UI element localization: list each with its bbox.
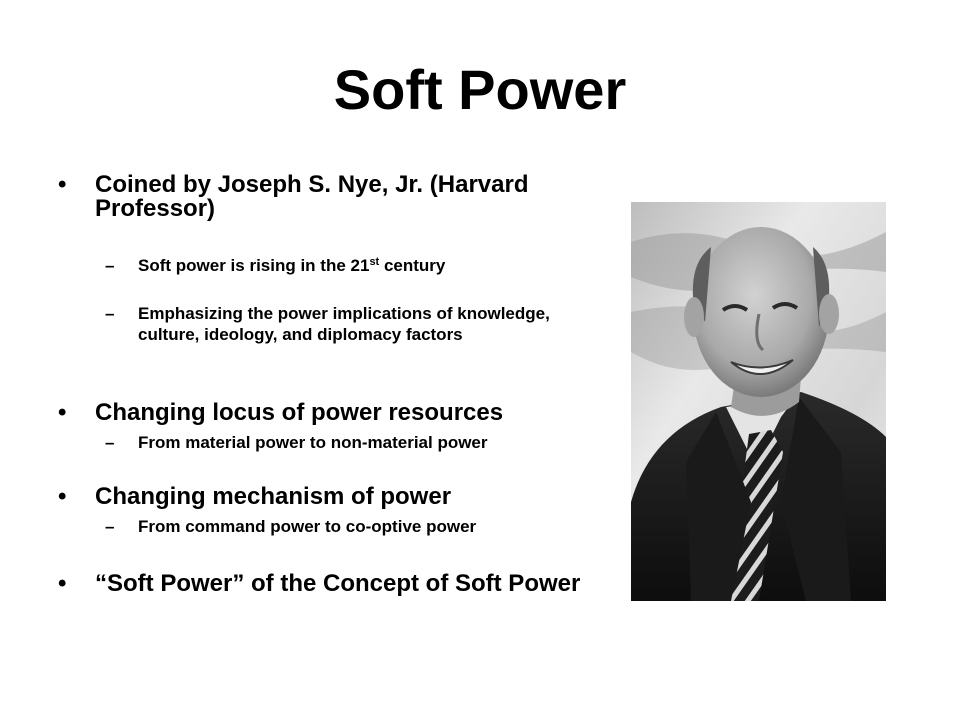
sub-bullet-text-part: century xyxy=(379,256,446,275)
sub-bullet-text xyxy=(138,255,585,276)
sub-bullet-text: From material power to non-material power xyxy=(138,433,488,452)
sub-bullet-text-part: Soft power is rising in the 21 xyxy=(138,256,370,275)
slide-title: Soft Power xyxy=(333,58,627,121)
portrait-icon xyxy=(631,202,886,601)
sub-bullet-text: Emphasizing the power implications of knowledge, culture, ideology, and diplomacy factors xyxy=(138,304,550,344)
bullet-item xyxy=(58,401,598,425)
bullet-text: Changing mechanism of power xyxy=(95,483,452,510)
portrait-photo xyxy=(631,202,886,601)
bullet-marker: • xyxy=(58,570,67,597)
sub-bullet-item xyxy=(105,516,585,537)
dash-marker: – xyxy=(105,517,115,536)
bullet-marker: • xyxy=(58,171,67,198)
sub-bullet-item xyxy=(105,432,585,453)
dash-marker: – xyxy=(105,304,115,323)
bullet-item xyxy=(58,572,598,596)
sub-bullet-item xyxy=(105,255,585,276)
superscript: st xyxy=(369,256,380,268)
sub-bullet-item xyxy=(105,303,585,345)
bullet-text: Coined by Joseph S. Nye, Jr. (Harvard Professor) xyxy=(95,171,529,222)
sub-bullet-text: From command power to co-optive power xyxy=(138,517,477,536)
bullet-item xyxy=(58,173,598,221)
bullet-marker: • xyxy=(58,483,67,510)
bullet-marker: • xyxy=(58,399,67,426)
bullet-text: “Soft Power” of the Concept of Soft Power xyxy=(95,570,581,597)
bullet-text: Changing locus of power resources xyxy=(95,399,504,426)
dash-marker: – xyxy=(105,256,115,275)
dash-marker: – xyxy=(105,433,115,452)
bullet-item xyxy=(58,485,598,509)
